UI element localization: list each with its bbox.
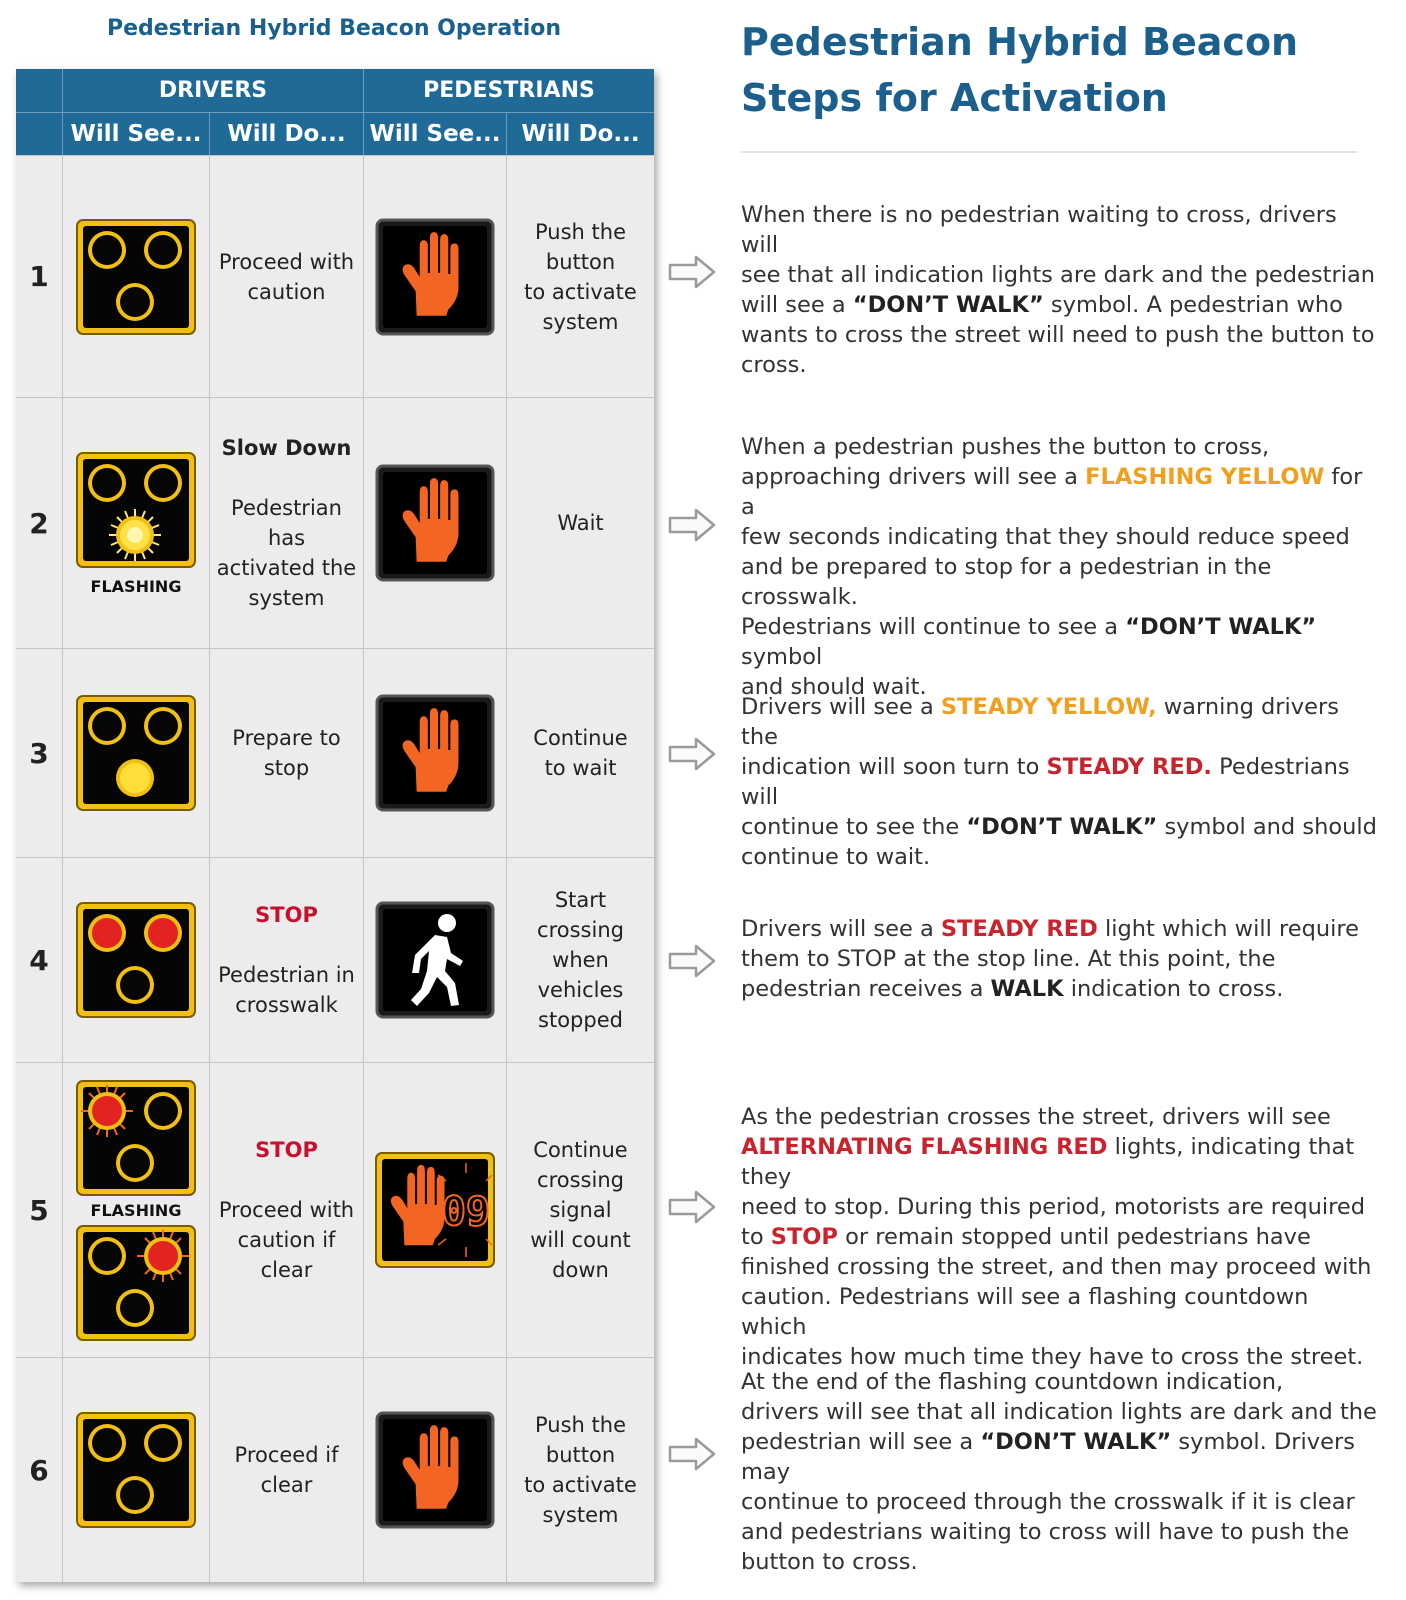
step-number: 5	[29, 1193, 49, 1227]
description-line: pedestrian will see a “DON’T WALK” symbol. Drivers may	[741, 1429, 1355, 1485]
description-line: Drivers will see a STEADY YELLOW, warning drivers the	[741, 694, 1339, 750]
flashing-label: FLASHING	[90, 576, 182, 596]
step-number: 1	[29, 260, 49, 293]
description-line: As the pedestrian crosses the street, drivers will see	[741, 1104, 1331, 1130]
driver-action-line: system	[248, 586, 325, 610]
description-line: At the end of the flashing countdown indication,	[741, 1369, 1284, 1395]
table-row-4	[16, 857, 654, 1062]
header-pedestrians: PEDESTRIANS	[363, 69, 654, 112]
left-title: Pedestrian Hybrid Beacon Operation	[106, 16, 562, 41]
right-arrow-icon	[668, 508, 716, 542]
description-line: When a pedestrian pushes the button to cross,	[741, 434, 1270, 460]
table-row-3	[16, 648, 654, 857]
driver-action-line: activated the	[216, 556, 357, 580]
step-number: 3	[29, 736, 49, 770]
right-arrow-icon	[668, 255, 716, 289]
description-line: approaching drivers will see a FLASHING YELLOW for a	[741, 464, 1363, 520]
dont-walk-hand-icon	[375, 1411, 495, 1529]
pedestrian-action-line: crossing	[537, 918, 624, 942]
pedestrian-action-line: button	[545, 1443, 616, 1467]
step-description-5	[741, 1102, 1381, 1372]
header-drivers-will-see: Will See...	[62, 113, 209, 155]
description-line: continue to see the “DON’T WALK” symbol and should	[741, 814, 1377, 840]
description-line: Drivers will see a STEADY RED light which will require	[741, 916, 1359, 942]
step-number: 2	[29, 506, 49, 540]
right-arrow-icon	[668, 1437, 716, 1471]
description-line: wants to cross the street will need to push the button to	[741, 322, 1375, 348]
right-arrow-icon	[668, 944, 716, 978]
pedestrian-action-line: vehicles	[537, 978, 624, 1002]
step-number: 6	[29, 1453, 49, 1487]
beacon-dark-icon	[75, 1411, 197, 1529]
description-line: drivers will see that all indication lights are dark and the	[741, 1399, 1377, 1425]
pedestrian-action-line: system	[542, 1503, 619, 1527]
beacon-alternating-red-icon	[75, 1224, 197, 1342]
driver-action-line: Proceed with	[218, 249, 355, 274]
beacon-alternating-red-icon	[75, 1079, 197, 1197]
pedestrian-action-line: button	[545, 249, 616, 274]
flashing-label: FLASHING	[90, 1200, 182, 1220]
pedestrian-action-line: Continue	[533, 1138, 628, 1162]
description-line: continue to proceed through the crosswalk if it is clear	[741, 1489, 1355, 1515]
description-line: few seconds indicating that they should reduce speed	[741, 524, 1350, 550]
header-drivers: DRIVERS	[62, 69, 363, 112]
description-line: continue to wait.	[741, 844, 931, 870]
driver-action-line: caution if	[237, 1228, 336, 1252]
right-title	[741, 14, 1298, 126]
driver-action-line: crosswalk	[235, 993, 338, 1017]
table-row-6	[16, 1357, 654, 1582]
driver-action-line: stop	[263, 756, 310, 780]
description-line: and should wait.	[741, 674, 927, 700]
header-row-columns	[16, 112, 654, 155]
pedestrian-action-line: Start	[554, 888, 607, 912]
description-line: button to cross.	[741, 1549, 918, 1575]
right-arrow-icon	[668, 1190, 716, 1224]
pedestrian-action-line: to activate	[524, 279, 637, 304]
right-title-line: Steps for Activation	[741, 76, 1168, 120]
description-line: ALTERNATING FLASHING RED lights, indicating that they	[741, 1134, 1355, 1190]
driver-action-line: clear	[260, 1473, 313, 1497]
dont-walk-hand-icon	[375, 464, 495, 582]
pedestrian-action-line: Continue	[533, 726, 628, 750]
pedestrian-action-line: to activate	[524, 1473, 637, 1497]
pedestrian-action-line: crossing	[537, 1168, 624, 1192]
driver-action-line: has	[267, 526, 306, 550]
driver-action-line: Proceed if	[234, 1443, 339, 1467]
divider	[741, 151, 1357, 153]
step-description-2	[741, 432, 1381, 702]
walk-person-icon	[375, 901, 495, 1019]
pedestrian-action-line: system	[542, 309, 619, 334]
description-line: indication will soon turn to STEADY RED. Pedestrians will	[741, 754, 1350, 810]
operation-table	[16, 69, 654, 1582]
description-line: When there is no pedestrian waiting to cross, drivers will	[741, 202, 1337, 258]
pedestrian-action-line: to wait	[544, 756, 617, 780]
step-description-4	[741, 914, 1381, 1004]
step-description-1	[741, 200, 1381, 380]
description-line: caution. Pedestrians will see a flashing countdown which	[741, 1284, 1309, 1340]
right-arrow-icon	[668, 737, 716, 771]
header-pedestrians-will-see: Will See...	[363, 113, 506, 155]
header-row-groups	[16, 69, 654, 112]
beacon-dark-icon	[75, 218, 197, 336]
table-row-5	[16, 1062, 654, 1357]
description-line: need to stop. During this period, motorists are required	[741, 1194, 1365, 1220]
dont-walk-hand-icon	[375, 218, 495, 336]
description-line: Pedestrians will continue to see a “DON’T WALK” symbol	[741, 614, 1317, 670]
description-line: indicates how much time they have to cross the street.	[741, 1344, 1364, 1370]
description-line: pedestrian receives a WALK indication to cross.	[741, 976, 1284, 1002]
driver-action-title: Slow Down	[221, 436, 352, 460]
pedestrian-action-line: down	[552, 1258, 609, 1282]
pedestrian-action-line: Push the	[535, 1413, 626, 1437]
countdown-digits: 09	[441, 1189, 491, 1235]
driver-action-title: STOP	[255, 1138, 318, 1162]
step-description-3	[741, 692, 1381, 872]
header-drivers-will-do: Will Do...	[209, 113, 363, 155]
step-number: 4	[29, 943, 49, 977]
pedestrian-action-line: signal	[549, 1198, 612, 1222]
driver-action-line: Prepare to	[232, 726, 341, 750]
pedestrian-action-line: will count	[530, 1228, 631, 1252]
description-line: see that all indication lights are dark and the pedestrian	[741, 262, 1375, 288]
beacon-flashing-yellow-icon	[75, 451, 197, 569]
driver-action-line: clear	[260, 1258, 313, 1282]
description-line: and pedestrians waiting to cross will have to push the	[741, 1519, 1350, 1545]
table-row-1	[16, 155, 654, 397]
driver-action-line: Pedestrian in	[218, 963, 355, 987]
description-line: and be prepared to stop for a pedestrian in the crosswalk.	[741, 554, 1272, 610]
right-title-line: Pedestrian Hybrid Beacon	[741, 20, 1299, 64]
description-line: will see a “DON’T WALK” symbol. A pedestrian who	[741, 292, 1343, 318]
pedestrian-action-line: Push the	[535, 219, 626, 244]
table-row-2	[16, 397, 654, 648]
pedestrian-action-line: when	[552, 948, 609, 972]
pedestrian-action-line: Wait	[557, 511, 604, 535]
pedestrian-action-line: stopped	[538, 1008, 623, 1032]
description-line: them to STOP at the stop line. At this point, the	[741, 946, 1276, 972]
driver-action-line: caution	[247, 279, 326, 304]
description-line: cross.	[741, 352, 807, 378]
countdown-hand-icon	[374, 1151, 496, 1269]
beacon-steady-red-icon	[75, 901, 197, 1019]
header-pedestrians-will-do: Will Do...	[506, 113, 654, 155]
beacon-steady-yellow-icon	[75, 694, 197, 812]
driver-action-title: STOP	[255, 903, 318, 927]
description-line: finished crossing the street, and then may proceed with	[741, 1254, 1372, 1280]
description-line: to STOP or remain stopped until pedestrians have	[741, 1224, 1311, 1250]
dont-walk-hand-icon	[375, 694, 495, 812]
step-description-6	[741, 1367, 1381, 1577]
driver-action-line: Pedestrian	[231, 496, 342, 520]
driver-action-line: Proceed with	[218, 1198, 355, 1222]
